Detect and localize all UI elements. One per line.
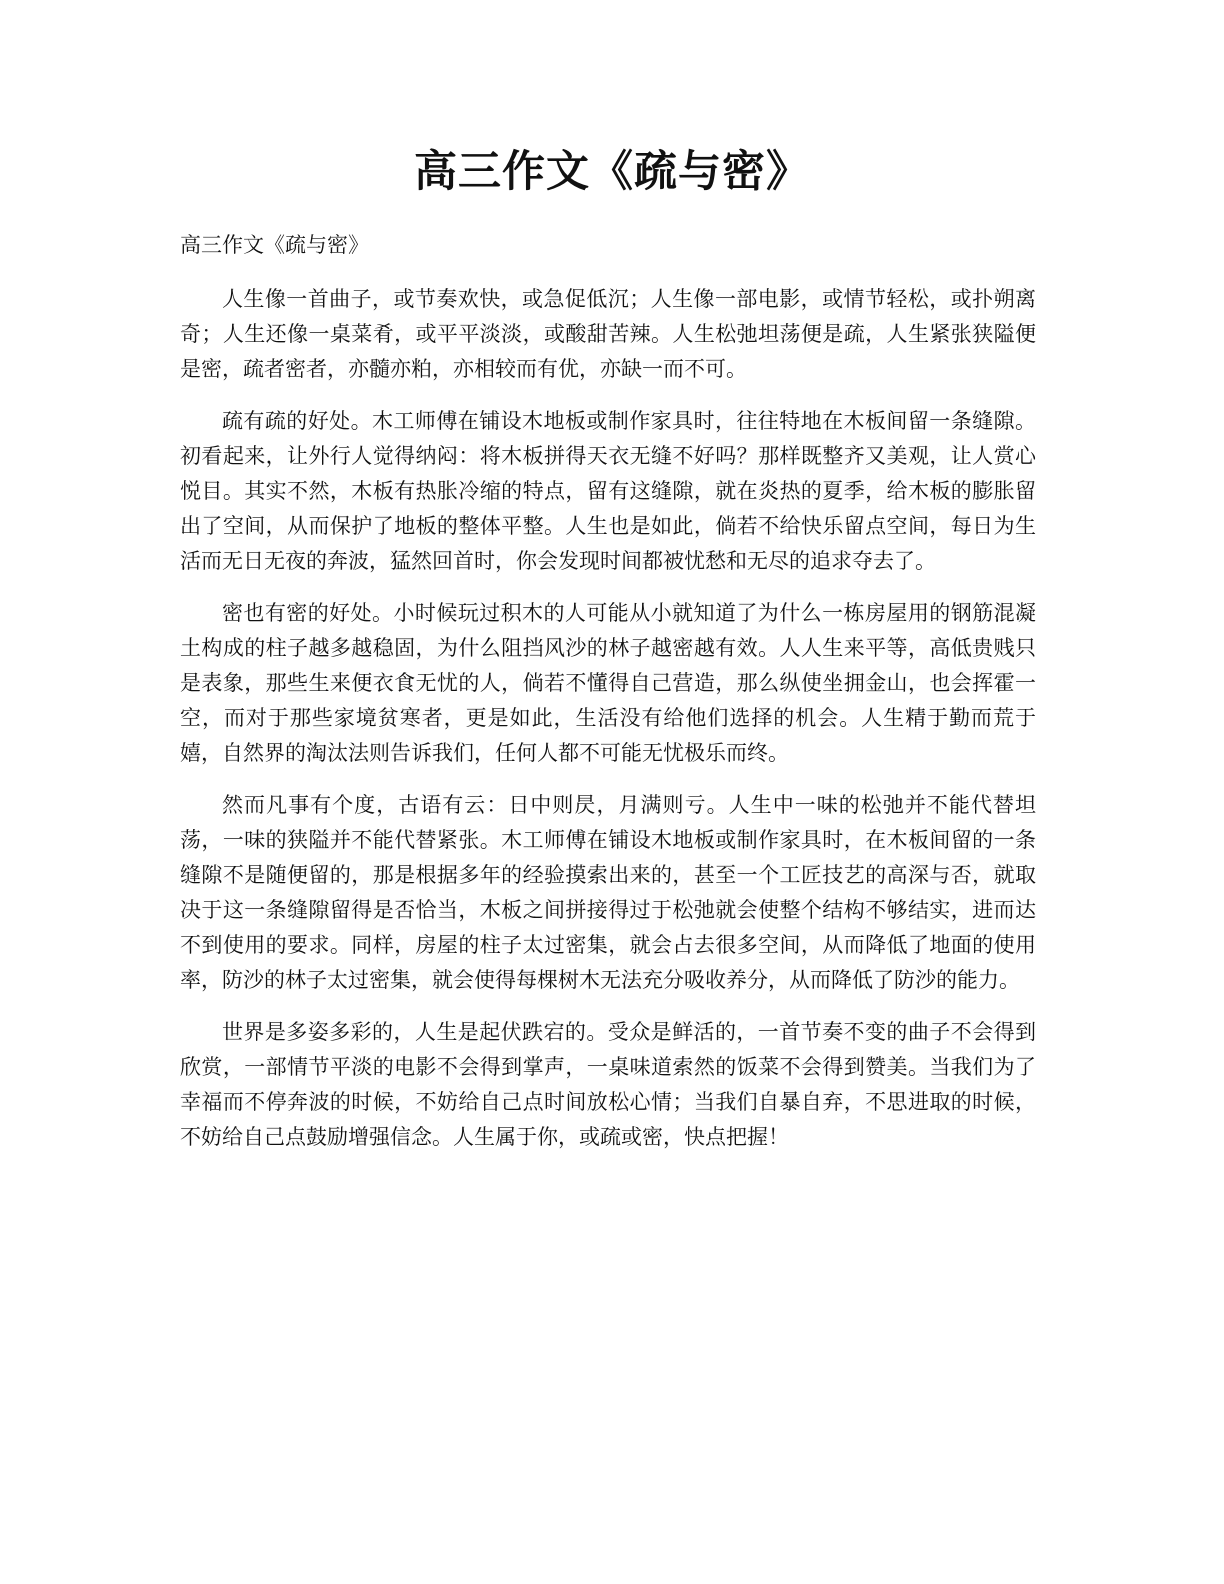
paragraph-4: 然而凡事有个度，古语有云：日中则昃，月满则亏。人生中一味的松弛并不能代替坦荡，一味的狭隘并不能代替紧张。木工师傅在铺设木地板或制作家具时，在木板间留的一条缝隙不是随便留的，那是根据多年的经验摸索出来的，甚至一个工匠技艺的高深与否，就取决于这一条缝隙留得是否恰当，木板之间拼接得过于松弛就会使整个结构不够结实，进而达不到使用的要求。同样，房屋的柱子太过密集，就会占去很多空间，从而降低了地面的使用率，防沙的林子太过密集，就会使得每棵树木无法充分吸收养分，从而降低了防沙的能力。 xyxy=(180,793,1036,992)
page-title: 高三作文《疏与密》 xyxy=(414,147,810,197)
document-subtitle: 高三作文《疏与密》 xyxy=(180,233,369,257)
paragraph-2: 疏有疏的好处。木工师傅在铺设木地板或制作家具时，往往特地在木板间留一条缝隙。初看起来，让外行人觉得纳闷：将木板拼得天衣无缝不好吗？那样既整齐又美观，让人赏心悦目。其实不然，木板有热胀冷缩的特点，留有这缝隙，就在炎热的夏季，给木板的膨胀留出了空间，从而保护了地板的整体平整。人生也是如此，倘若不给快乐留点空间，每日为生活而无日无夜的奔波，猛然回首时，你会发现时间都被忧愁和无尽的追求夺去了。 xyxy=(180,409,1036,573)
paragraph-1: 人生像一首曲子，或节奏欢快，或急促低沉；人生像一部电影，或情节轻松，或扑朔离奇；人生还像一桌菜肴，或平平淡淡，或酸甜苦辣。人生松弛坦荡便是疏，人生紧张狭隘便是密，疏者密者，亦髓亦粕，亦相较而有优，亦缺一而不可。 xyxy=(180,287,1036,381)
paragraph-3: 密也有密的好处。小时候玩过积木的人可能从小就知道了为什么一栋房屋用的钢筋混凝土构成的柱子越多越稳固，为什么阻挡风沙的林子越密越有效。人人生来平等，高低贵贱只是表象，那些生来便衣食无忧的人，倘若不懂得自己营造，那么纵使坐拥金山，也会挥霍一空，而对于那些家境贫寒者，更是如此，生活没有给他们选择的机会。人生精于勤而荒于嬉，自然界的淘汰法则告诉我们，任何人都不可能无忧极乐而终。 xyxy=(180,601,1036,765)
paragraph-5: 世界是多姿多彩的，人生是起伏跌宕的。受众是鲜活的，一首节奏不变的曲子不会得到欣赏，一部情节平淡的电影不会得到掌声，一桌味道索然的饭菜不会得到赞美。当我们为了幸福而不停奔波的时候，不妨给自己点时间放松心情；当我们自暴自弃，不思进取的时候，不妨给自己点鼓励增强信念。人生属于你，或疏或密，快点把握！ xyxy=(180,1020,1036,1149)
essay-body xyxy=(180,282,1036,1172)
